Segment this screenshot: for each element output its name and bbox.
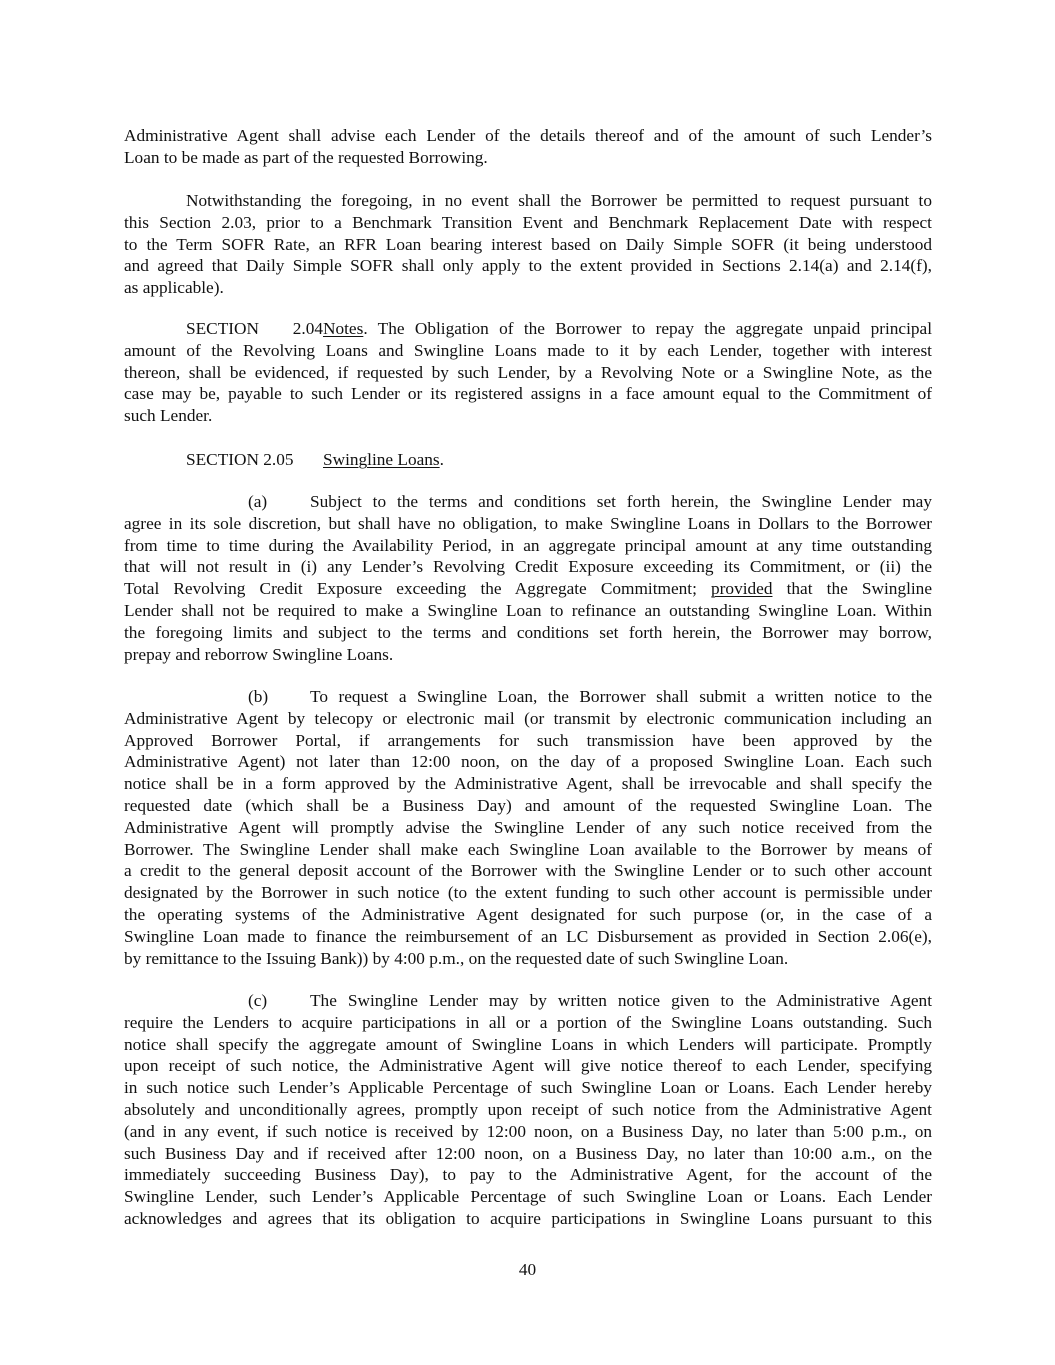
text-fragment: To request a Swingline Loan, the Borrower shall submit a written notice to the [310,687,932,706]
text-line: case may be, payable to such Lender or its registered assigns in a face amount equal to the Commitment of [124,384,932,404]
text-line: requested date (which shall be a Business Day) and amount of the requested Swingline Loan. The [124,795,932,815]
clause-c-first-line [124,990,932,1012]
text-line: upon receipt of such notice, the Administrative Agent will give notice thereof to each Lender, specifying [124,1056,932,1076]
clause-label: (b) [248,687,269,706]
text-line: and agreed that Daily Simple SOFR shall only apply to the extent provided in Sections 2.14(a) and 2.14(f), [124,256,932,276]
text-line: such Business Day and if received after 12:00 noon, on a Business Day, no later than 10:00 a.m., on the [124,1143,932,1163]
provided-term: provided [711,579,773,599]
text-fragment: that the Swingline [772,579,932,599]
text-line: absolutely and unconditionally agrees, promptly upon receipt of such notice from the Administrative Agent [124,1099,932,1119]
text-line: prepay and reborrow Swingline Loans. [124,644,394,664]
text-line: (and in any event, if such notice is received by 12:00 noon, on a Business Day, no later than 5:00 p.m., on [124,1121,932,1141]
text-line: Swingline Lender, such Lender’s Applicable Percentage of such Swingline Loan or Loans. Each Lender [124,1187,932,1207]
text-line: as applicable). [124,278,224,298]
text-fragment: The Swingline Lender may by written notice given to the Administrative Agent [310,991,932,1010]
text-line: the foregoing limits and subject to the terms and conditions set forth herein, the Borrower may borrow, [124,622,932,642]
text-line: designated by the Borrower in such notice (to the extent funding to such other account is permissible under [124,883,932,903]
section-number: SECTION 2.05 [186,450,294,469]
text-line: Administrative Agent) not later than 12:00 noon, on the day of a proposed Swingline Loan. Each such [124,752,932,772]
text-line: amount of the Revolving Loans and Swingline Loans made to it by each Lender, together with interest [124,340,932,360]
text-line: this Section 2.03, prior to a Benchmark Transition Event and Benchmark Replacement Date with respect [124,212,932,232]
section-title: Notes [323,319,364,338]
clause-b [124,686,932,969]
section-2-05 [124,449,932,471]
text-fragment: . The Obligation of the Borrower to repay the aggregate unpaid principal [363,319,932,338]
text-line: agree in its sole discretion, but shall have no obligation, to make Swingline Loans in Dollars to the Borrower [124,513,932,533]
text-line: Administrative Agent by telecopy or electronic mail (or transmit by electronic communication including an [124,708,932,728]
text-line: a credit to the general deposit account of the Borrower with the Swingline Lender or to such other account [124,861,932,881]
text-line: notice shall specify the aggregate amount of Swingline Loans in which Lenders will participate. Promptly [124,1034,932,1054]
paragraph-notwithstanding [124,190,932,299]
clause-a-first-line [124,491,932,513]
clause-label: (a) [248,492,268,511]
text-line: that will not result in (i) any Lender’s Revolving Credit Exposure exceeding its Commitment, or (ii) the [124,557,932,577]
text-line: Lender shall not be required to make a Swingline Loan to refinance an outstanding Swingline Loan. Within [124,600,932,620]
text-line: Approved Borrower Portal, if arrangements for such transmission have been approved by the [124,730,932,750]
page-number: 40 [518,1260,537,1279]
clause-label: (c) [248,991,268,1010]
text-line: notice shall be in a form approved by the Administrative Agent, shall be irrevocable and shall specify the [124,774,932,794]
text-line: require the Lenders to acquire participations in all or a portion of the Swingline Loans outstanding. Such [124,1012,932,1032]
section-number: SECTION 2.04 [186,319,323,338]
text-line: Borrower. The Swingline Lender shall make each Swingline Loan available to the Borrower by means of [124,839,932,859]
text-line: from time to time during the Availability Period, in an aggregate principal amount at any time outstanding [124,535,932,555]
text-line: by remittance to the Issuing Bank)) by 4:00 p.m., on the requested date of such Swingline Loan. [124,948,789,968]
text-line: immediately succeeding Business Day), to pay to the Administrative Agent, for the account of the [124,1165,932,1185]
text-line: Administrative Agent shall advise each Lender of the details thereof and of the amount of such Lender’s [124,126,932,145]
text-line: to the Term SOFR Rate, an RFR Loan bearing interest based on Daily Simple SOFR (it being understood [124,234,932,254]
section-title: Swingline Loans [323,450,440,469]
text-line: the operating systems of the Administrative Agent designated for such purpose (or, in the case of a [124,904,932,924]
clause-b-first-line [124,686,932,708]
provided-line [124,578,932,600]
text-line: Administrative Agent will promptly advise the Swingline Lender of any such notice received from the [124,817,932,837]
text-line: Loan to be made as part of the requested Borrowing. [124,147,488,167]
clause-c [124,990,932,1230]
text-line: Swingline Loan made to finance the reimbursement of an LC Disbursement as provided in Section 2.06(e), [124,926,932,946]
text-fragment: Total Revolving Credit Exposure exceeding the Aggregate Commitment; [124,579,712,599]
section-2-04 [124,318,932,427]
text-line: such Lender. [124,406,213,426]
text-fragment: Subject to the terms and conditions set forth herein, the Swingline Lender may [310,492,932,511]
text-line: acknowledges and agrees that its obligation to acquire participations in Swingline Loans pursuant to this [124,1208,932,1228]
section-2-04-first-line [124,318,932,340]
text-line: in such notice such Lender’s Applicable Percentage of such Swingline Loan or Loans. Each Lender hereby [124,1078,932,1098]
paragraph-continuation [124,125,932,169]
section-2-05-heading [124,449,932,471]
clause-a [124,491,932,665]
text-fragment: . [439,450,444,469]
text-line: thereon, shall be evidenced, if requested by such Lender, by a Revolving Note or a Swingline Note, as the [124,362,932,382]
text-line: Notwithstanding the foregoing, in no event shall the Borrower be permitted to request pursuant to [186,191,932,210]
